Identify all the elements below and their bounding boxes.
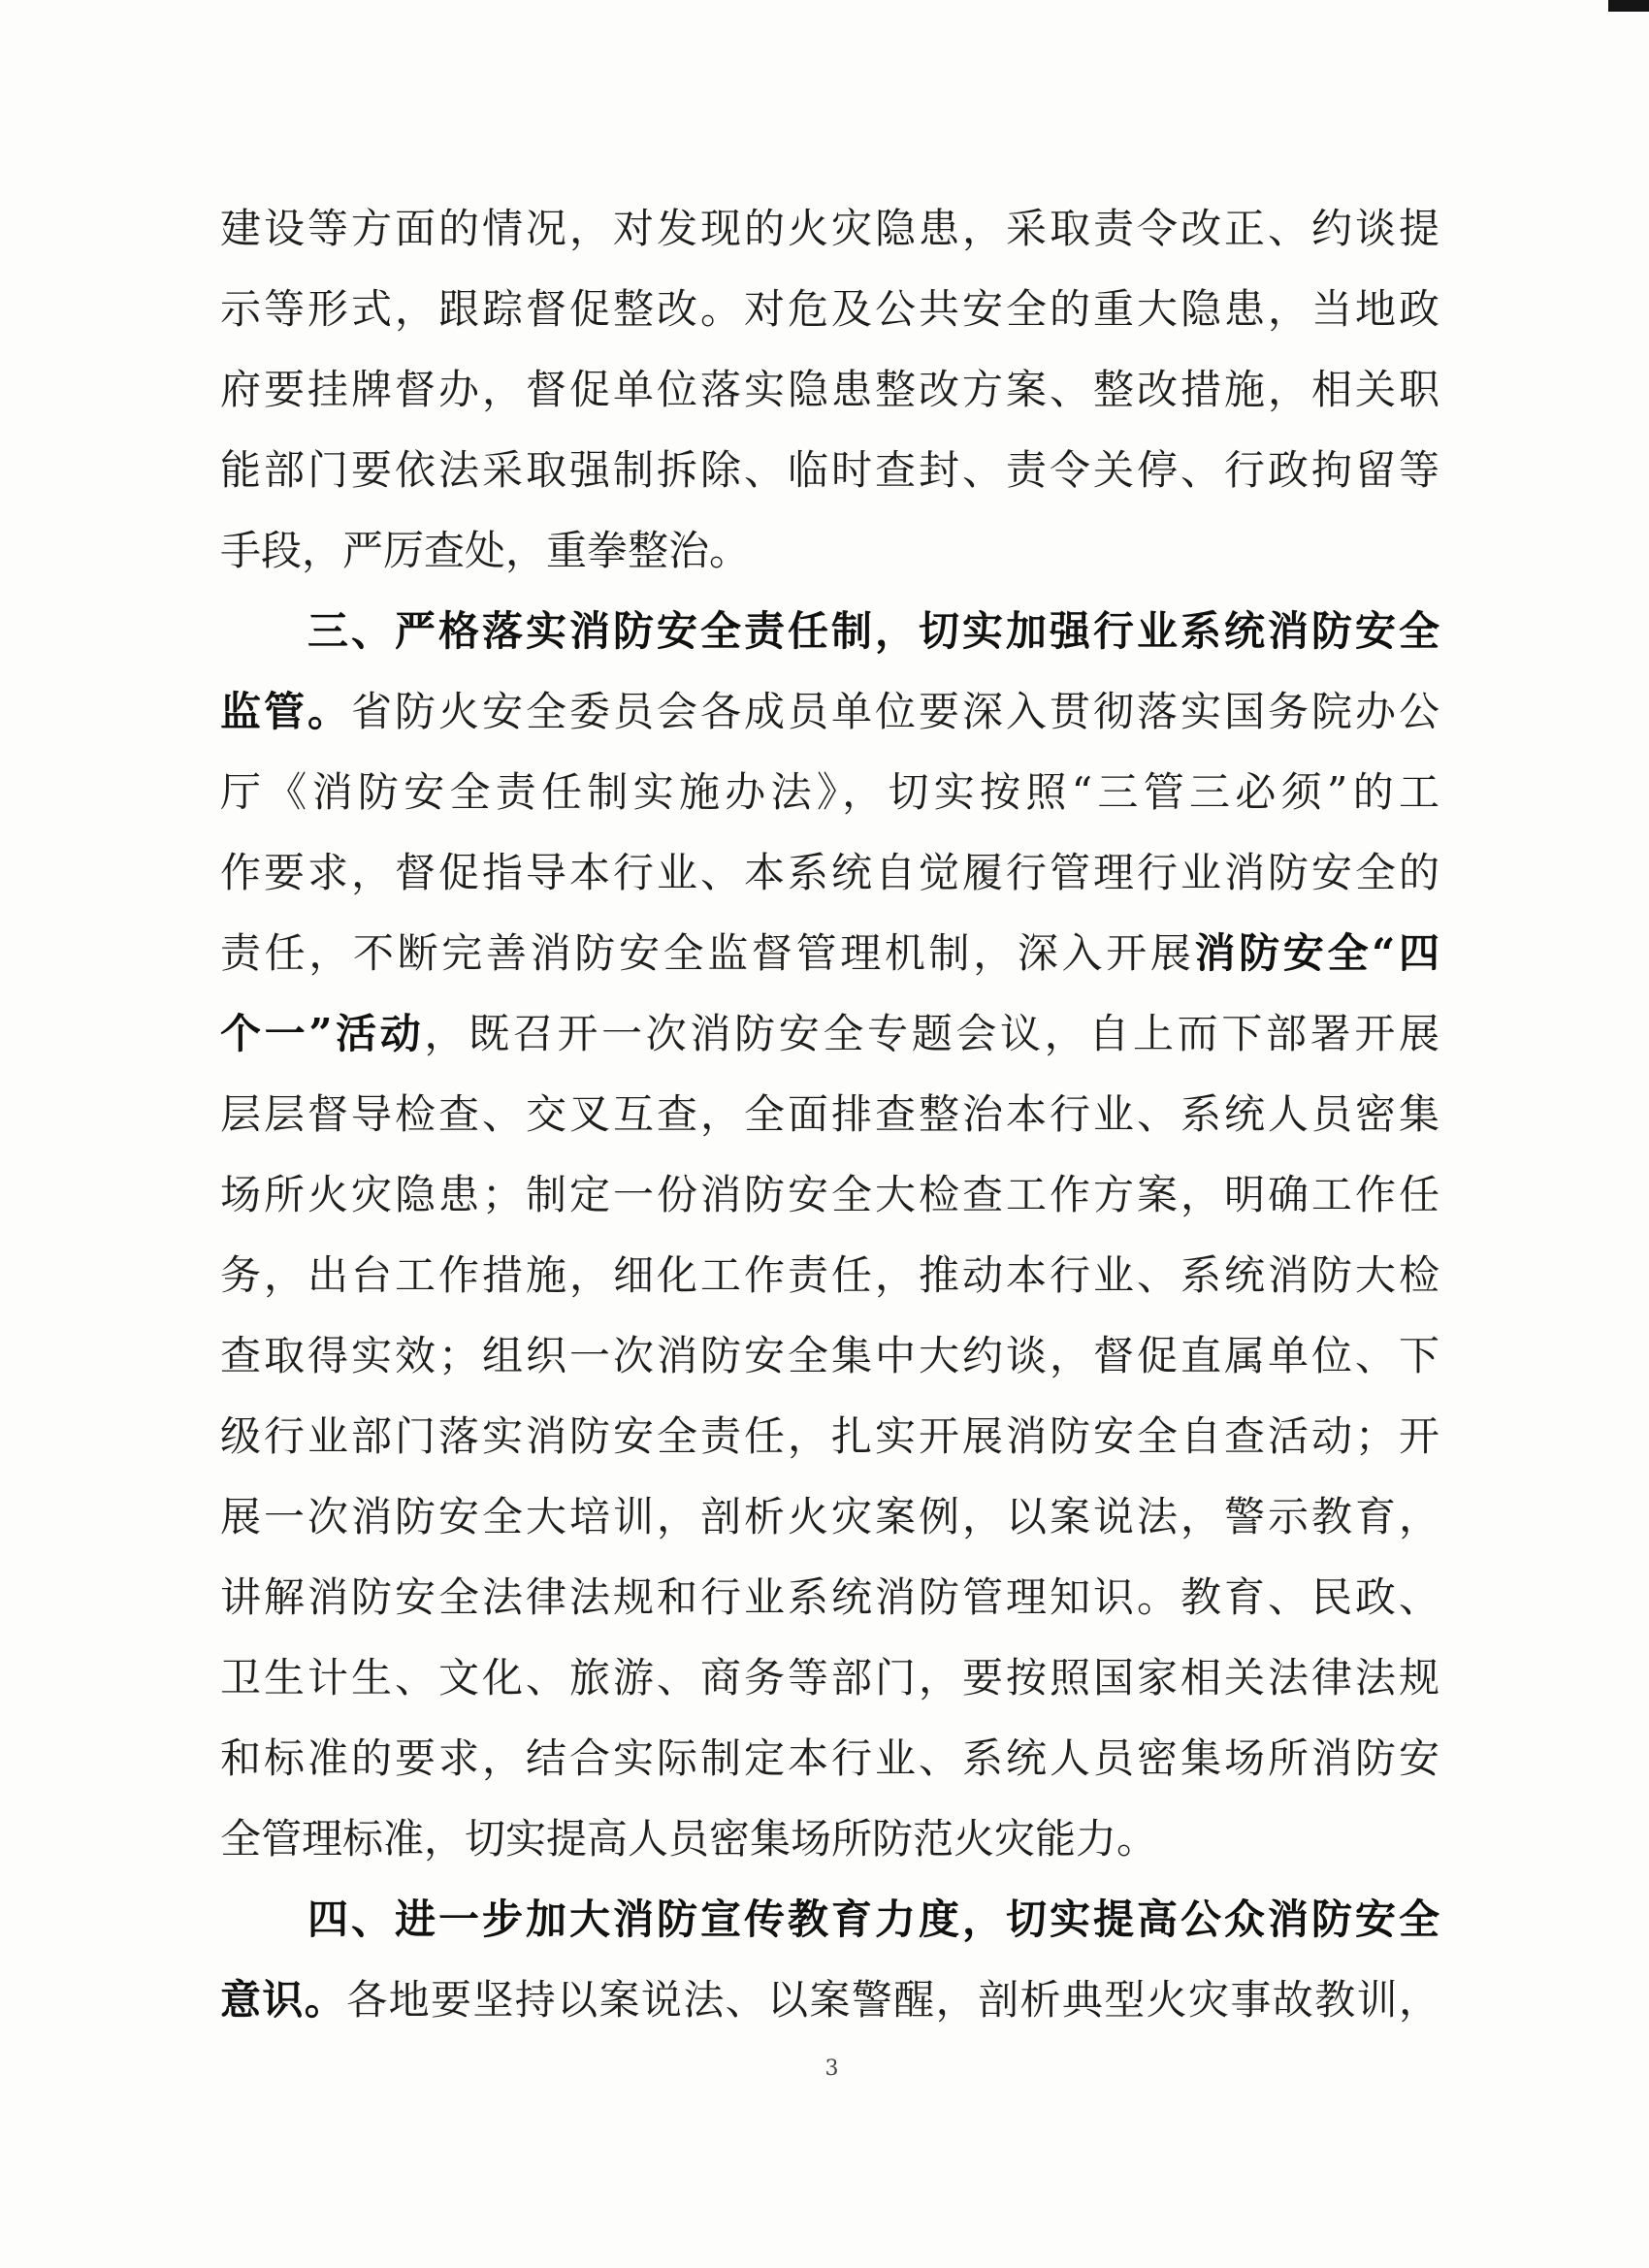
text-run: 府要挂牌督办，督促单位落实隐患整改方案、整改措施，相关职 xyxy=(220,366,1439,413)
text-run: ，既召开一次消防安全专题会议，自上而下部署开展 xyxy=(424,1010,1439,1057)
text-run: 各地要坚持以案说法、以案警醒，剖析典型火灾事故教训， xyxy=(346,1976,1439,2024)
text-run: 和标准的要求，结合实际制定本行业、系统人员密集场所消防安 xyxy=(220,1734,1439,1782)
bold-text-run: 消防安全“四 xyxy=(1194,929,1439,977)
text-run: 务，出台工作措施，细化工作责任，推动本行业、系统消防大检 xyxy=(220,1251,1439,1299)
text-line xyxy=(220,1557,1439,1637)
text-run: 能部门要依法采取强制拆除、临时查封、责令关停、行政拘留等 xyxy=(220,446,1439,494)
text-run: 展一次消防安全大培训，剖析火灾案例，以案说法，警示教育， xyxy=(220,1493,1439,1540)
bold-text-run: 个一”活动 xyxy=(220,1010,425,1057)
paragraph xyxy=(220,1879,1439,2040)
text-run: 作要求，督促指导本行业、本系统自觉履行管理行业消防安全的 xyxy=(220,849,1439,896)
text-line xyxy=(220,1235,1439,1315)
text-line xyxy=(220,752,1439,832)
text-line xyxy=(220,510,1439,591)
bold-text-run: 意识。 xyxy=(220,1976,347,2024)
text-line xyxy=(220,1074,1439,1154)
text-line xyxy=(220,269,1439,349)
text-line xyxy=(220,671,1439,752)
text-line xyxy=(220,993,1439,1074)
bold-text-run: 四、进一步加大消防宣传教育力度，切实提高公众消防安全 xyxy=(307,1895,1439,1943)
text-run: 省防火安全委员会各成员单位要深入贯彻落实国务院办公 xyxy=(351,688,1439,735)
text-run: 卫生计生、文化、旅游、商务等部门，要按照国家相关法律法规 xyxy=(220,1654,1439,1701)
text-line xyxy=(220,188,1439,269)
text-line xyxy=(220,1637,1439,1718)
text-line xyxy=(220,1718,1439,1798)
text-line xyxy=(220,913,1439,993)
bold-text-run: 监管。 xyxy=(220,688,351,735)
text-line xyxy=(220,1960,1439,2040)
text-line xyxy=(220,1154,1439,1235)
text-run: 层层督导检查、交叉互查，全面排查整治本行业、系统人员密集 xyxy=(220,1090,1439,1138)
text-line xyxy=(220,832,1439,913)
body-text xyxy=(220,188,1439,2040)
text-line xyxy=(220,430,1439,510)
text-line xyxy=(220,1476,1439,1557)
text-line xyxy=(220,1396,1439,1476)
text-run: 查取得实效；组织一次消防安全集中大约谈，督促直属单位、下 xyxy=(220,1332,1439,1379)
text-run: 建设等方面的情况，对发现的火灾隐患，采取责令改正、约谈提 xyxy=(220,205,1439,252)
text-run: 示等形式，跟踪督促整改。对危及公共安全的重大隐患，当地政 xyxy=(220,285,1439,333)
text-run: 全管理标准，切实提高人员密集场所防范火灾能力。 xyxy=(220,1815,1158,1863)
text-line xyxy=(220,1315,1439,1396)
text-run: 责任，不断完善消防安全监督管理机制，深入开展 xyxy=(220,929,1195,977)
paragraph xyxy=(220,188,1439,591)
text-run: 手段，严厉查处，重拳整治。 xyxy=(220,527,751,574)
text-run: 讲解消防安全法律法规和行业系统消防管理知识。教育、民政、 xyxy=(220,1573,1439,1621)
text-line xyxy=(220,591,1439,671)
bold-text-run: 三、严格落实消防安全责任制，切实加强行业系统消防安全 xyxy=(307,607,1439,655)
page-number: 3 xyxy=(824,2057,839,2081)
text-line xyxy=(220,349,1439,430)
text-run: 场所火灾隐患；制定一份消防安全大检查工作方案，明确工作任 xyxy=(220,1171,1439,1218)
paragraph xyxy=(220,591,1439,1879)
text-line xyxy=(220,1879,1439,1960)
text-line xyxy=(220,1798,1439,1879)
text-run: 厅《消防安全责任制实施办法》，切实按照“三管三必须”的工 xyxy=(220,768,1439,816)
text-run: 级行业部门落实消防安全责任，扎实开展消防安全自查活动；开 xyxy=(220,1412,1439,1460)
scan-edge-mark xyxy=(1608,0,1649,12)
